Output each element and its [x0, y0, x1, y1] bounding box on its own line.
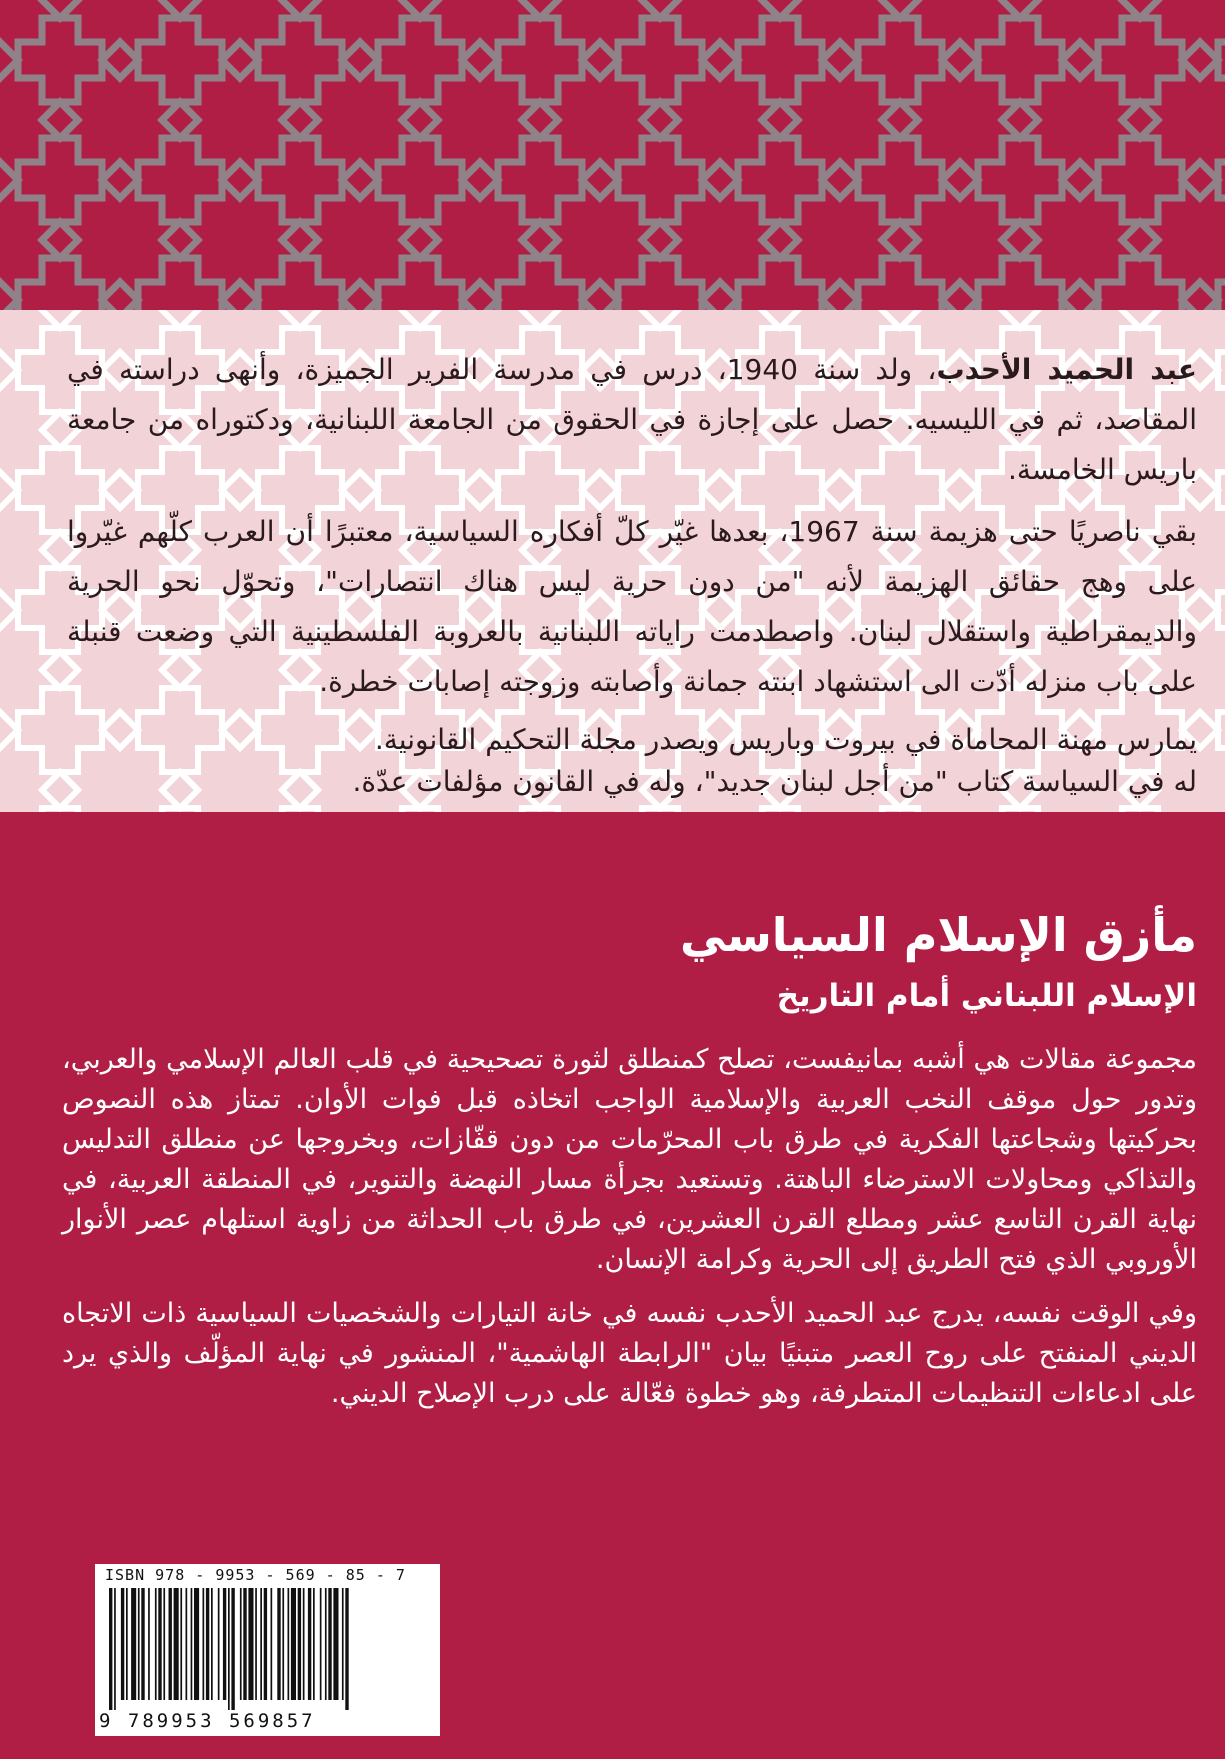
- blurb-paragraph-1: مجموعة مقالات هي أشبه بمانيفست، تصلح كمنطلق لثورة تصحيحية في قلب العالم الإسلامي والعربي، وتدور حول موقف النخب العربية والإسلامية الواجب اتخاذه قبل فوات الأوان. تمتاز هذه النصوص بحركيتها وشجاعتها الفكرية في طرق باب المحرّمات من دون قفّازات، وبخروجها عن منطلق التدليس والتذاكي ومحاولات الاسترضاء الباهتة. وتستعيد بجرأة مسار النهضة والتنوير، في المنطقة العربية، في نهاية القرن التاسع عشر ومطلع القرن العشرين، في طرق باب الحداثة من زاوية استلهام عصر الأنوار الأوروبي الذي فتح الطريق إلى الحرية وكرامة الإنسان.: [62, 1044, 1197, 1275]
- bio-paragraph-1-text: ، ولد سنة 1940، درس في مدرسة الفرير الجميزة، وأنهى دراسته في المقاصد، ثم في الليسيه. حصل على إجازة في الحقوق من الجامعة اللبنانية، ودكتوراه من جامعة باريس الخامسة.: [67, 353, 1197, 486]
- barcode-bars: [105, 1588, 430, 1710]
- author-bio: [67, 345, 1197, 815]
- geometric-pattern-top: [0, 0, 1225, 310]
- book-blurb: [62, 1040, 1197, 1428]
- author-name: عبد الحميد الأحدب: [936, 353, 1197, 386]
- book-title: مأزق الإسلام السياسي: [680, 908, 1197, 962]
- ean-digits: 9 789953 569857: [99, 1710, 316, 1732]
- bio-line-practice: يمارس مهنة المحاماة في بيروت وباريس ويصدر مجلة التحكيم القانونية.: [374, 723, 1197, 756]
- bio-paragraph-3: [67, 719, 1197, 803]
- bio-line-works: له في السياسة كتاب "من أجل لبنان جديد"، وله في القانون مؤلفات عدّة.: [352, 765, 1197, 798]
- isbn-barcode: [95, 1564, 440, 1736]
- top-geometric-band: [0, 0, 1225, 310]
- blurb-paragraph-2: وفي الوقت نفسه، يدرج عبد الحميد الأحدب نفسه في خانة التيارات والشخصيات السياسية ذات الاتجاه الديني المنفتح على روح العصر متبنيًا بيان "الرابطة الهاشمية"، المنشور في نهاية المؤلّف والذي يرد على ادعاءات التنظيمات المتطرفة، وهو خطوة فعّالة على درب الإصلاح الديني.: [62, 1298, 1197, 1409]
- bio-paragraph-1: [67, 345, 1197, 495]
- book-subtitle: الإسلام اللبناني أمام التاريخ: [776, 978, 1197, 1014]
- isbn-label: ISBN 978 - 9953 - 569 - 85 - 7: [105, 1566, 406, 1584]
- bio-paragraph-2: بقي ناصريًا حتى هزيمة سنة 1967، بعدها غيّر كلّ أفكاره السياسية، معتبرًا أن العرب كلّهم غيّروا على وهج حقائق الهزيمة لأنه "من دون حرية ليس هناك انتصارات"، وتحوّل نحو الحرية والديمقراطية واستقلال لبنان. واصطدمت راياته اللبنانية بالعروبة الفلسطينية التي وضعت قنبلة على باب منزله أدّت الى استشهاد ابنته جمانة وأصابته وزوجته إصابات خطرة.: [67, 515, 1197, 698]
